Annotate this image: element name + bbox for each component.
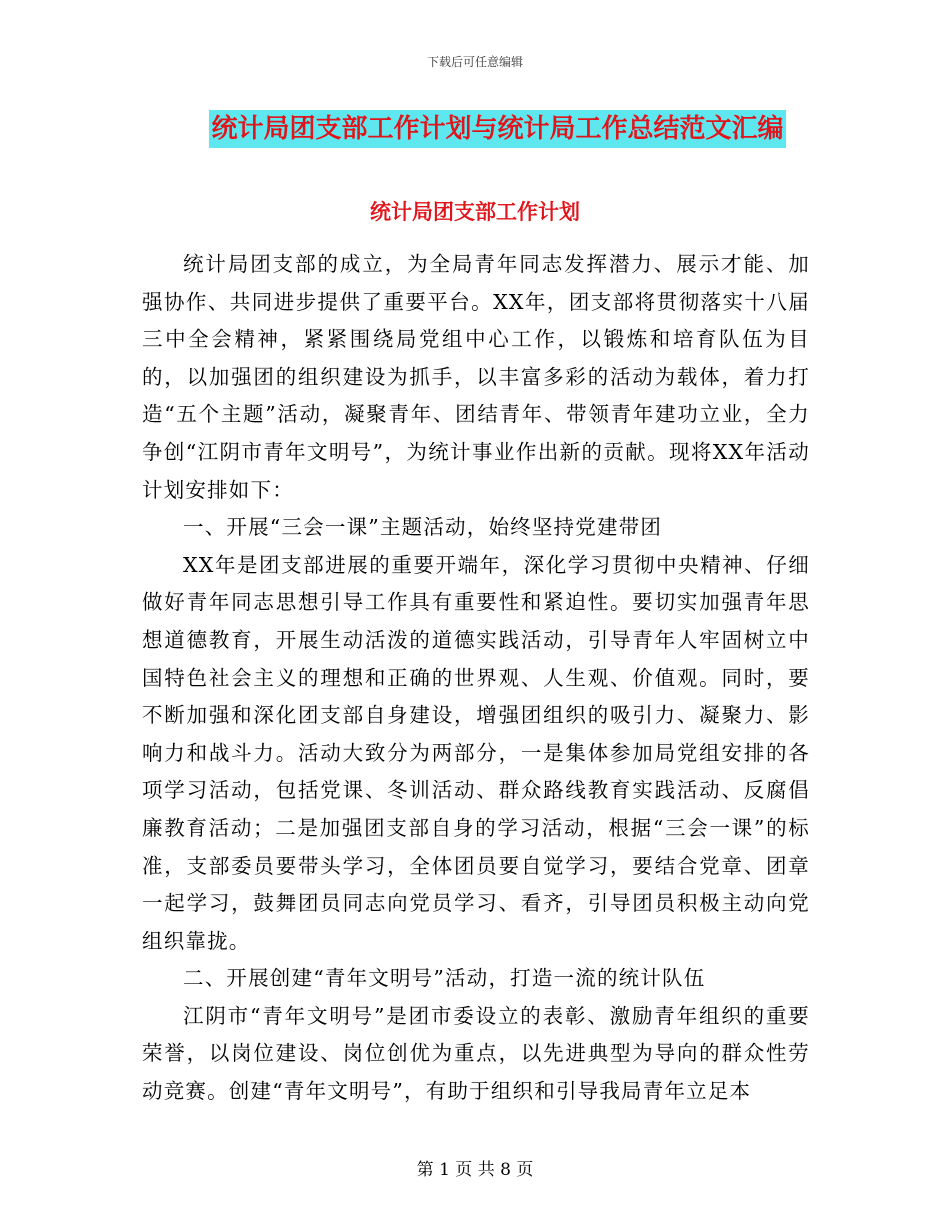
paragraph-one: XX年是团支部进展的重要开端年，深化学习贯彻中央精神、仔细做好青年同志思想引导工作具有重要性和紧迫性。要切实加强青年思想道德教育，开展生动活泼的道德实践活动，引导青年人牢固树立中国特色社会主义的理想和正确的世界观、人生观、价值观。同时，要不断加强和深化团支部自身建设，增强团组织的吸引力、凝聚力、影响力和战斗力。活动大致分为两部分，一是集体参加局党组安排的各项学习活动，包括党课、冬训活动、群众路线教育实践活动、反腐倡廉教育活动；二是加强团支部自身的学习活动，根据“三会一课”的标准，支部委员要带头学习，全体团员要自觉学习，要结合党章、团章一起学习，鼓舞团员同志向党员学习、看齐，引导团员积极主动向党组织靠拢。: [142, 552, 810, 953]
document-title: 统计局团支部工作计划与统计局工作总结范文汇编: [209, 110, 785, 148]
header-note: 下载后可任意编辑: [426, 55, 523, 69]
page-footer: 第 1 页 共 8 页: [416, 1160, 534, 1180]
paragraph-intro: 统计局团支部的成立，为全局青年同志发挥潜力、展示才能、加强协作、共同进步提供了重要平台。XX年，团支部将贯彻落实十八届三中全会精神，紧紧围绕局党组中心工作，以锻炼和培育队伍为目的，以加强团的组织建设为抓手，以丰富多彩的活动为载体，着力打造“五个主题”活动，凝聚青年、团结青年、带领青年建功立业，全力争创“江阴市青年文明号”，为统计事业作出新的贡献。现将XX年活动计划安排如下：: [142, 252, 810, 502]
paragraph-two: 江阴市“青年文明号”是团市委设立的表彰、激励青年组织的重要荣誉，以岗位建设、岗位创优为重点，以先进典型为导向的群众性劳动竞赛。创建“青年文明号”，有助于组织和引导我局青年立足本: [142, 1003, 810, 1104]
heading-one: 一、开展“三会一课”主题活动，始终坚持党建带团: [183, 515, 663, 540]
section-title: 统计局团支部工作计划: [370, 200, 580, 224]
heading-two: 二、开展创建“青年文明号”活动，打造一流的统计队伍: [183, 966, 706, 991]
document-body: [142, 246, 810, 1111]
main-title-wrapper: [0, 110, 950, 148]
